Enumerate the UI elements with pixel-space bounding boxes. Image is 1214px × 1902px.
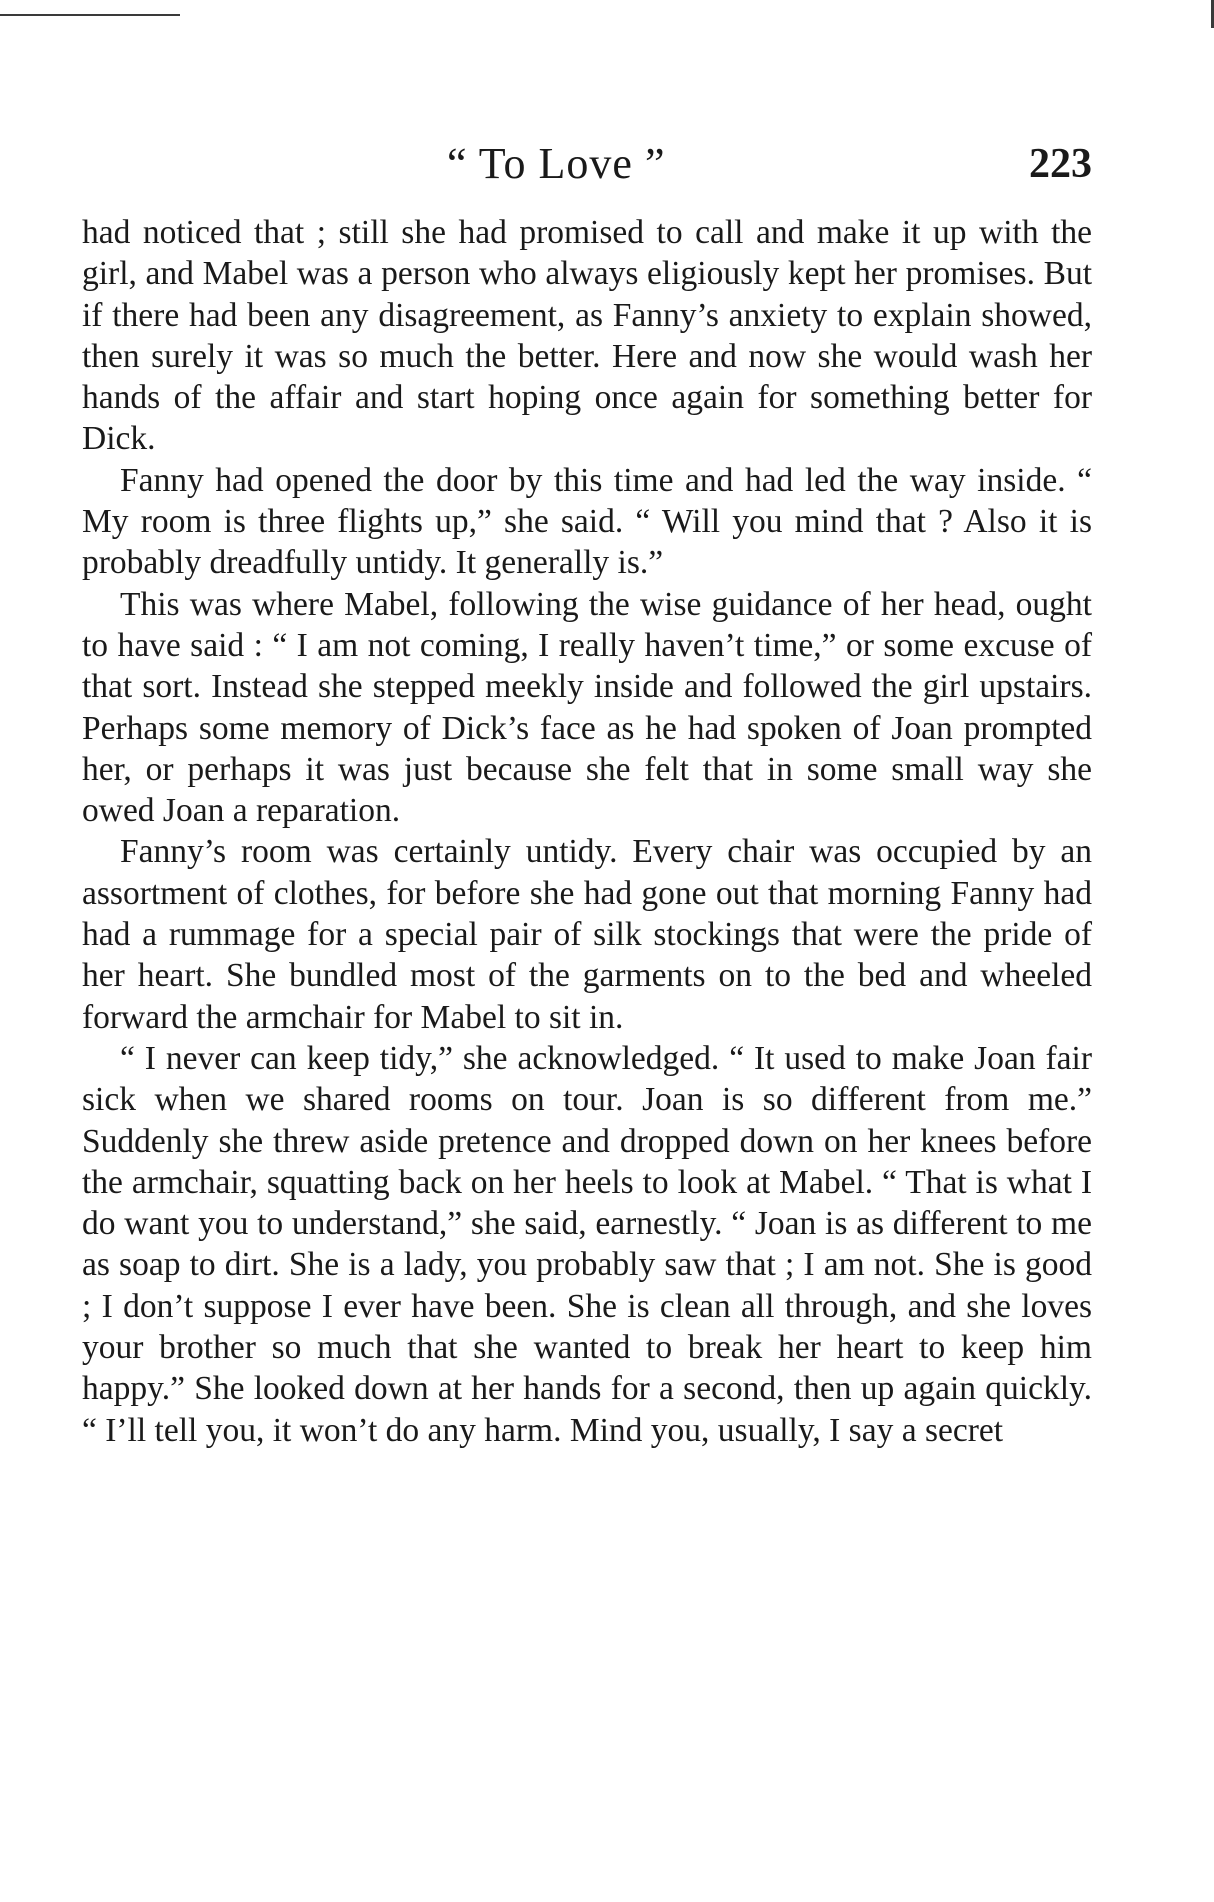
paragraph: “ I never can keep tidy,” she acknowledged. “ It used to make Joan fair sick when we shared rooms on tour. Joan is so different from me.” Suddenly she threw aside pretence and dropped down on her knees before the armchair, squatting back on her heels to look at Mabel. “ That is what I do want you to understand,” she said, earnestly. “ Joan is as different to me as soap to dirt. She is a lady, you probably saw that ; I am not. She is good ; I don’t suppose I ever have been. She is clean all through, and she loves your brother so much that she wanted to break her heart to keep him happy.” She looked down at her hands for a second, then up again quickly. “ I’ll tell you, it won’t do any harm. Mind you, usually, I say a secret — [82, 1039, 1092, 1449]
page-number: 223 — [1029, 141, 1092, 187]
body-text — [82, 212, 1092, 1451]
page-header — [82, 138, 1092, 192]
running-title: “ To Love ” — [447, 139, 666, 188]
paragraph: had noticed that ; still she had promised to call and make it up with the girl, and Mabel was a person who always eligiously kept her promises. But if there had been any disagreement, as Fanny’s anxiety to explain showed, then surely it was so much the better. Here and now she would wash her hands of the affair and start hoping once again for something better for Dick. — [82, 214, 1092, 458]
paragraph: Fanny had opened the door by this time and had led the way inside. “ My room is three flights up,” she said. “ Will you mind that ? Also it is probably dreadfully untidy. It generally is.” — [82, 461, 1092, 582]
paragraph: Fanny’s room was certainly untidy. Every chair was occupied by an assortment of clothes, for before she had gone out that morning Fanny had had a rummage for a special pair of silk stockings that were the pride of her heart. She bundled most of the garments on to the bed and wheeled forward the armchair for Mabel to sit in. — [82, 833, 1092, 1036]
top-left-rule — [0, 14, 180, 16]
paragraph: This was where Mabel, following the wise guidance of her head, ought to have said : “ I am not coming, I really haven’t time,” or some excuse of that sort. Instead she stepped meekly inside and followed the girl upstairs. Perhaps some memory of Dick’s face as he had spoken of Joan prompted her, or perhaps it was just because she felt that in some small way she owed Joan a reparation. — [82, 585, 1092, 830]
